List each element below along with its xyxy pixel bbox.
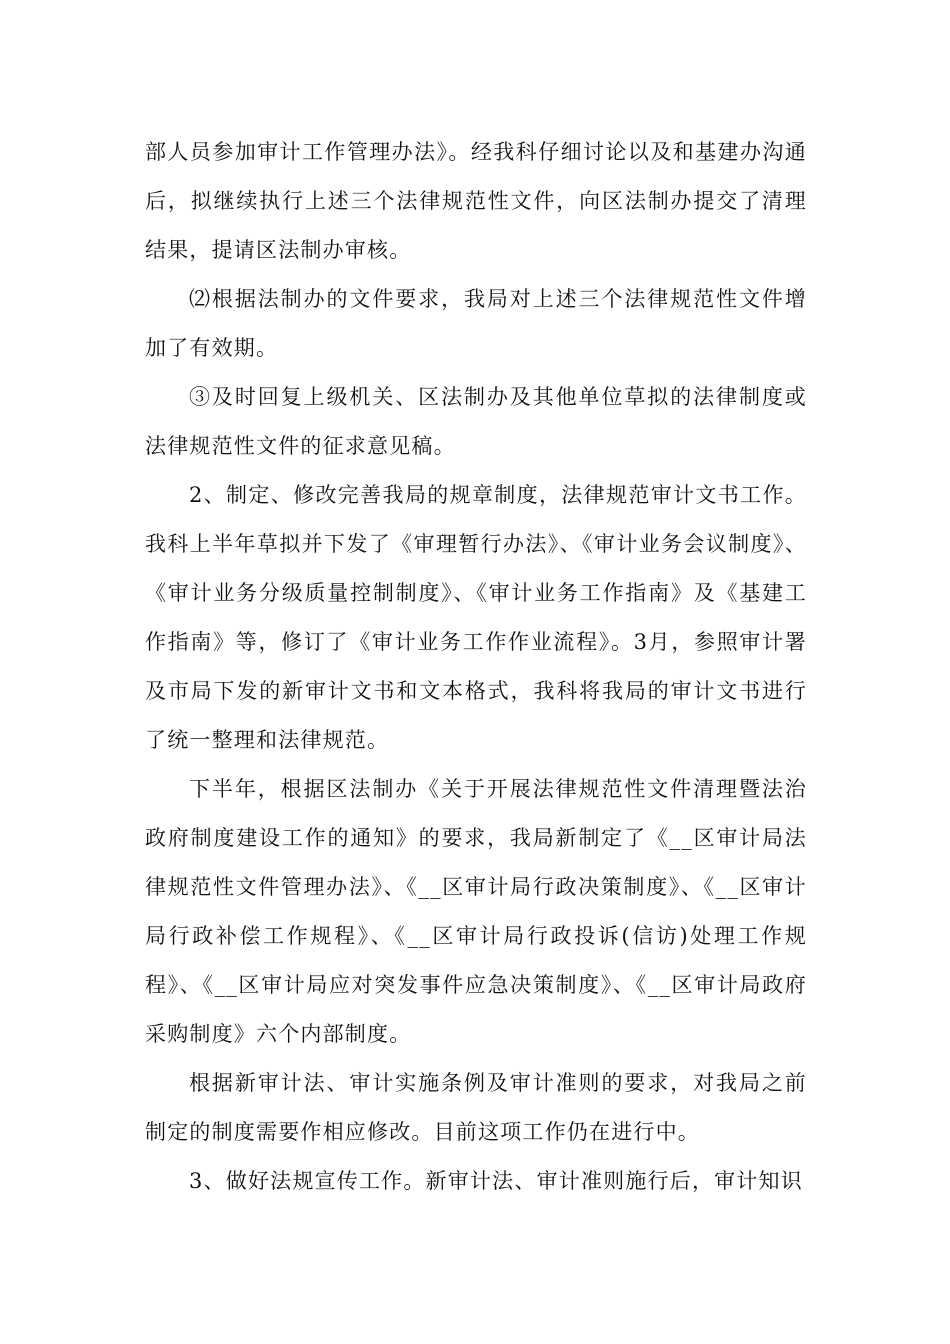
paragraph: ③及时回复上级机关、区法制办及其他单位草拟的法律制度或法律规范性文件的征求意见稿。 (145, 385, 807, 458)
document-body (145, 128, 807, 1206)
paragraph: 下半年，根据区法制办《关于开展法律规范性文件清理暨法治政府制度建设工作的通知》的要求，我局新制定了《__区审计局法律规范性文件管理办法》、《__区审计局行政决策制度》、《__区审计局行政补偿工作规程》、《__区审计局行政投诉(信访)处理工作规程》、《__区审计局应对突发事件应急决策制度》、《__区审计局政府采购制度》六个内部制度。 (145, 777, 807, 1046)
paragraph: ⑵根据法制办的文件要求，我局对上述三个法律规范性文件增加了有效期。 (145, 287, 807, 360)
paragraph: 3、做好法规宣传工作。新审计法、审计准则施行后，审计知识 (189, 1169, 803, 1193)
paragraph: 2、制定、修改完善我局的规章制度，法律规范审计文书工作。我科上半年草拟并下发了《审理暂行办法》、《审计业务会议制度》、《审计业务分级质量控制制度》、《审计业务工作指南》及《基建工作指南》等，修订了《审计业务工作作业流程》。3月，参照审计署及市局下发的新审计文书和文本格式，我科将我局的审计文书进行了统一整理和法律规范。 (145, 483, 807, 752)
paragraph: 部人员参加审计工作管理办法》。经我科仔细讨论以及和基建办沟通后，拟继续执行上述三个法律规范性文件，向区法制办提交了清理结果，提请区法制办审核。 (145, 140, 807, 262)
paragraph: 根据新审计法、审计实施条例及审计准则的要求，对我局之前制定的制度需要作相应修改。目前这项工作仍在进行中。 (145, 1071, 807, 1144)
